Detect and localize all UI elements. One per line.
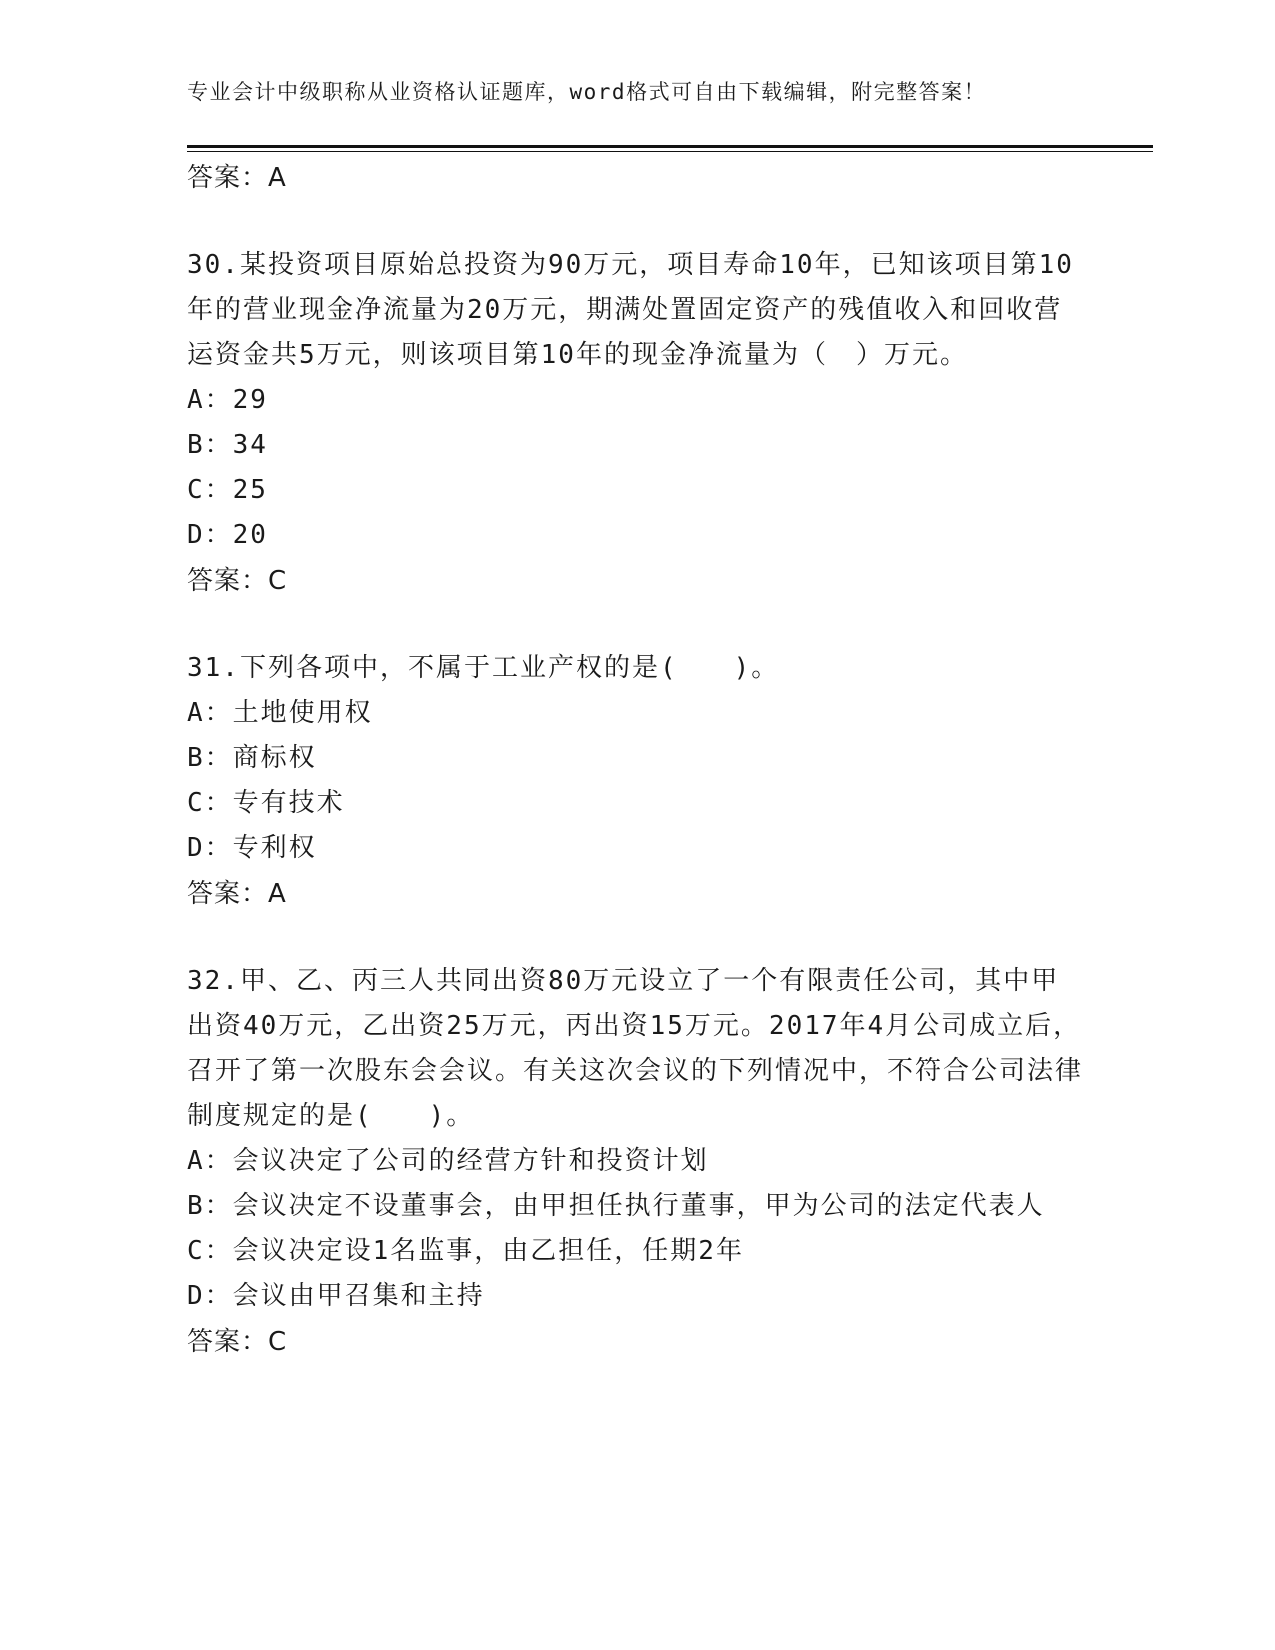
option-c: C：25 [187, 475, 268, 505]
question-stem: 30.某投资项目原始总投资为90万元，项目寿命10年，已知该项目第10年的营业现金净流量为20万元，期满处置固定资产的残值收入和回收营运资金共5万元，则该项目第10年的现金净流量为（ ）万元。 [187, 250, 1074, 370]
question-31 [187, 646, 1087, 917]
answer-label: 答案：A [187, 163, 287, 193]
option-b: B：会议决定不设董事会，由甲担任执行董事，甲为公司的法定代表人 [187, 1191, 1045, 1221]
question-stem: 31.下列各项中，不属于工业产权的是( )。 [187, 653, 780, 683]
question-30 [187, 243, 1087, 604]
answer-label: 答案：C [187, 1327, 288, 1357]
answer-label: 答案：A [187, 879, 287, 909]
option-d: D：专利权 [187, 833, 317, 863]
option-d: D：会议由甲召集和主持 [187, 1281, 485, 1311]
answer-label: 答案：C [187, 566, 288, 596]
option-a: A：29 [187, 385, 268, 415]
header-rule-thick [187, 145, 1153, 148]
option-c: C：专有技术 [187, 788, 345, 818]
option-b: B：商标权 [187, 743, 317, 773]
header-rule-thin [187, 151, 1153, 152]
option-a: A：会议决定了公司的经营方针和投资计划 [187, 1146, 709, 1176]
option-a: A：土地使用权 [187, 698, 373, 728]
option-d: D：20 [187, 520, 268, 550]
page-header: 专业会计中级职称从业资格认证题库，word格式可自由下载编辑，附完整答案！ [187, 80, 987, 104]
option-b: B：34 [187, 430, 268, 460]
question-stem: 32.甲、乙、丙三人共同出资80万元设立了一个有限责任公司，其中甲出资40万元，乙出资25万元，丙出资15万元。2017年4月公司成立后，召开了第一次股东会会议。有关这次会议的下列情况中，不符合公司法律制度规定的是( )。 [187, 966, 1084, 1131]
question-32 [187, 959, 1087, 1365]
question-content [187, 155, 1087, 1365]
option-c: C：会议决定设1名监事，由乙担任，任期2年 [187, 1236, 744, 1266]
